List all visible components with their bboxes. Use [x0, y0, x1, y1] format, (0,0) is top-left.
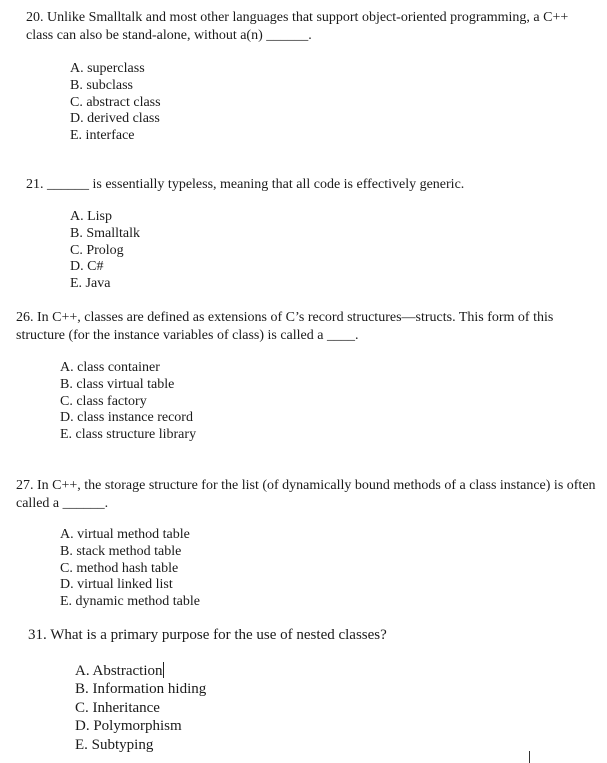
question-stem: 27. In C++, the storage structure for the list (of dynamically bound methods of a class instance) is often called a ______. [16, 478, 596, 511]
option-b: B. Information hiding [75, 681, 207, 698]
option-c: C. abstract class [70, 94, 161, 110]
question-stem: 20. Unlike Smalltalk and most other languages that support object-oriented programming, a C++ class can also be stand-alone, without a(n) ______. [26, 10, 569, 43]
option-a: A. Lisp [70, 209, 112, 224]
option-c: C. method hash table [60, 560, 179, 576]
option-e: E. Java [70, 276, 111, 292]
option-e: E. interface [70, 128, 135, 144]
option-c: C. Prolog [70, 242, 124, 258]
option-b: B. subclass [70, 77, 133, 93]
option-d: D. derived class [70, 111, 160, 127]
option-e: E. Subtyping [75, 736, 154, 753]
option-e: E. class structure library [60, 427, 197, 443]
option-list [16, 527, 596, 611]
option-a: A. class container [60, 360, 160, 375]
option-d: D. Polymorphism [75, 718, 182, 735]
option-b: B. Smalltalk [70, 225, 140, 241]
option-list [26, 209, 596, 293]
option-b: B. class virtual table [60, 376, 175, 392]
question-stem: 26. In C++, classes are defined as extensions of C’s record structures—structs. This form of this structure (for the instance variables of class) is called a ____. [16, 310, 554, 343]
option-list [26, 61, 596, 145]
question-stem: 21. ______ is essentially typeless, meaning that all code is effectively generic. [26, 177, 465, 192]
option-a: A. Abstraction [75, 663, 163, 679]
text-caret [163, 662, 164, 678]
option-a: A. virtual method table [60, 527, 190, 542]
question-stem: 31. What is a primary purpose for the use of nested classes? [28, 627, 387, 643]
option-d: D. virtual linked list [60, 577, 173, 593]
option-a: A. superclass [70, 61, 145, 76]
option-c: C. class factory [60, 393, 147, 409]
question-27 [16, 477, 596, 611]
option-e: E. dynamic method table [60, 594, 200, 610]
option-list [16, 360, 596, 444]
ibeam-cursor-icon [529, 751, 530, 763]
option-d: D. C# [70, 259, 104, 275]
question-21 [26, 176, 596, 293]
question-20 [26, 9, 596, 145]
option-b: B. stack method table [60, 543, 182, 559]
question-31 [28, 625, 588, 754]
option-d: D. class instance record [60, 410, 193, 426]
option-list [28, 662, 588, 754]
option-c: C. Inheritance [75, 699, 160, 716]
question-26 [16, 309, 596, 444]
